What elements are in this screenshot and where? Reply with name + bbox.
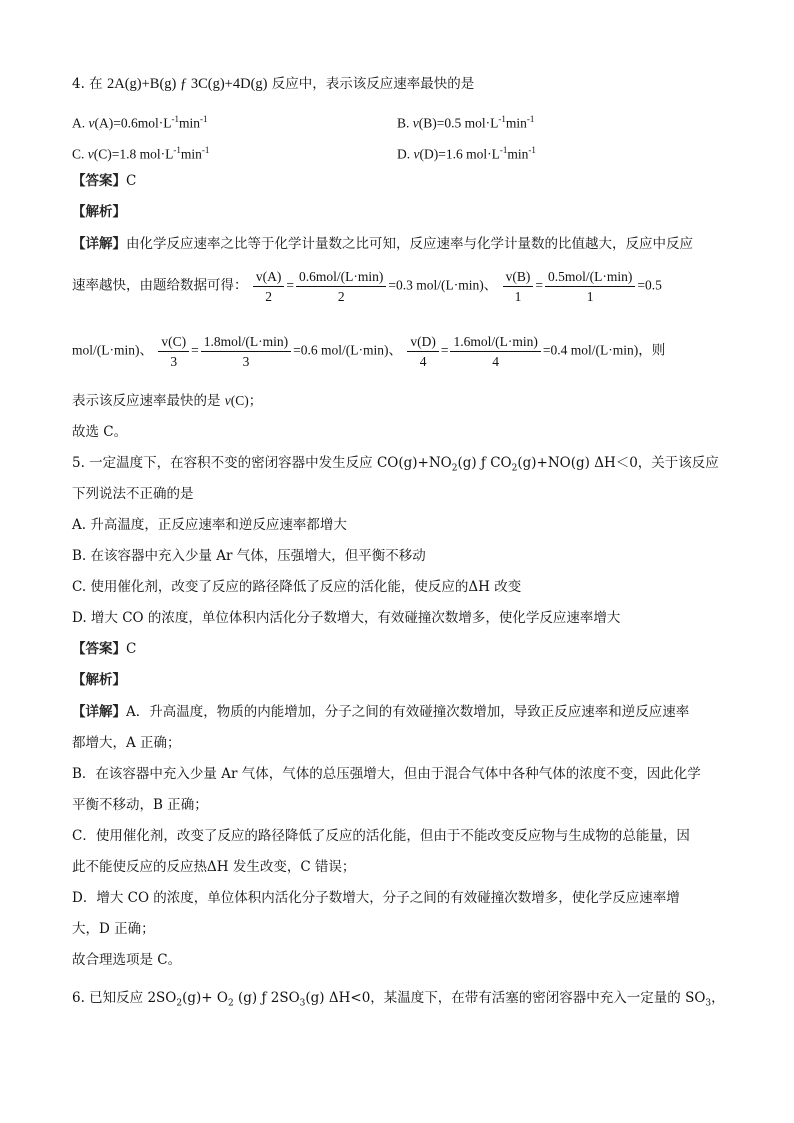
q5-detail-3: B．在该容器中充入少量 Ar 气体，气体的总压强增大，但由于混合气体中各种气体的浓度不变，因此化学	[72, 766, 701, 782]
frac-vb: $\frac{v(B)}{1}$	[503, 268, 534, 305]
q5-stem-2: 下列说法不正确的是	[72, 486, 194, 502]
q5-option-b: B. 在该容器中充入少量 Ar 气体，压强增大，但平衡不移动	[72, 548, 426, 564]
q4-option-c: C. v(C)=1.8 $mol\cdot L^{-1}\min^{-1}$	[72, 145, 210, 162]
q5-detail-9: 故合理选项是 C。	[72, 952, 182, 968]
q4-conclusion: 表示该反应速率最快的是 v(C)；	[72, 393, 263, 409]
q5-analysis-tag: 【解析】	[72, 672, 126, 688]
q5-option-c: C. 使用催化剂，改变了反应的路径降低了反应的活化能，使反应的ΔH 改变	[72, 579, 522, 595]
q6-stem: 6. 已知反应 $2SO_2(g)+ O_2$ (g) ƒ $2SO_3(g)$ ΔH<0，某温度下，在带有活塞的密闭容器中充入一定量的 $SO_3$，	[72, 990, 725, 1009]
q5-stem-1: 5. 一定温度下，在容积不变的密闭容器中发生反应 $CO(g)+NO_2(g)$ ƒ $CO_2(g)+NO(g)$ ΔH＜0，关于该反应	[72, 455, 719, 474]
q5-option-d: D. 增大 CO 的浓度，单位体积内活化分子数增大，有效碰撞次数增多，使化学反应速率增大	[72, 610, 621, 626]
frac-va: $\frac{v(A)}{2}$	[253, 268, 285, 305]
q4-detail-line-3: mol/(L·min)、 $\frac{v(C)}{3}$ = $\frac{\text{1.8mol/(L·min)}}{3}$ =0.6 mol/(L·min)、 $\frac{v(D)}{4}$ = $\frac{\text{1.6mol/(L·min)}}{4}$ =0.4 mol/(L·min)，则	[72, 334, 666, 369]
q4-final: 故选 C。	[72, 424, 128, 440]
frac-vd-value: $\frac{\text{1.6mol/(L·min)}}{4}$	[450, 333, 540, 370]
q4-answer: 【答案】C	[72, 173, 137, 189]
q4-option-a: A. $v(A)=0.6mol\cdot L^{-1}\min^{-1}$	[72, 114, 208, 131]
frac-vd: $\frac{v(D)}{4}$	[407, 333, 439, 370]
q5-detail-1: 【详解】A．升高温度，物质的内能增加，分子之间的有效碰撞次数增加，导致正反应速率和逆反应速率	[72, 704, 690, 720]
q4-analysis-tag: 【解析】	[72, 204, 126, 220]
q4-stem: 4. 在 2A(g)+B(g) ƒ 3C(g)+4D(g) 反应中，表示该反应速率最快的是	[72, 76, 475, 92]
q4-equation: 2A(g)+B(g) ƒ 3C(g)+4D(g)	[106, 76, 268, 92]
q5-detail-8: 大，D 正确；	[72, 921, 155, 937]
q4-option-b: B. v(B)=0.5 $mol\cdot L^{-1}\min^{-1}$	[397, 114, 535, 131]
q5-answer: 【答案】C	[72, 641, 137, 657]
q4-detail-line-1: 【详解】由化学反应速率之比等于化学计量数之比可知，反应速率与化学计量数的比值越大，反应中反应	[72, 236, 693, 252]
q4-detail-line-2: 速率越快，由题给数据可得： $\frac{v(A)}{2}$ = $\frac{\text{0.6mol/(L·min)}}{2}$ =0.3 mol/(L·min)、 $\frac{v(B)}{1}$ = $\frac{\text{0.5mol/(L·min)}}{1}$ =0.5	[72, 269, 662, 304]
frac-vb-value: $\frac{\text{0.5mol/(L·min)}}{1}$	[545, 268, 635, 305]
q5-detail-2: 都增大，A 正确；	[72, 735, 181, 751]
q4-option-d: D. v(D)=1.6 $mol\cdot L^{-1}\min^{-1}$	[397, 145, 536, 162]
q5-option-a: A. 升高温度，正反应速率和逆反应速率都增大	[72, 517, 347, 533]
q5-detail-4: 平衡不移动，B 正确；	[72, 797, 208, 813]
q5-detail-7: D．增大 CO 的浓度，单位体积内活化分子数增大，分子之间的有效碰撞次数增多，使化学反应速率增	[72, 890, 680, 906]
q5-detail-5: C．使用催化剂，改变了反应的路径降低了反应的活化能，但由于不能改变反应物与生成物的总能量，因	[72, 828, 690, 844]
frac-vc: $\frac{v(C)}{3}$	[158, 333, 189, 370]
q5-detail-6: 此不能使反应的反应热ΔH 发生改变，C 错误；	[72, 859, 356, 875]
frac-vc-value: $\frac{\text{1.8mol/(L·min)}}{3}$	[201, 333, 291, 370]
frac-va-value: $\frac{\text{0.6mol/(L·min)}}{2}$	[296, 268, 386, 305]
